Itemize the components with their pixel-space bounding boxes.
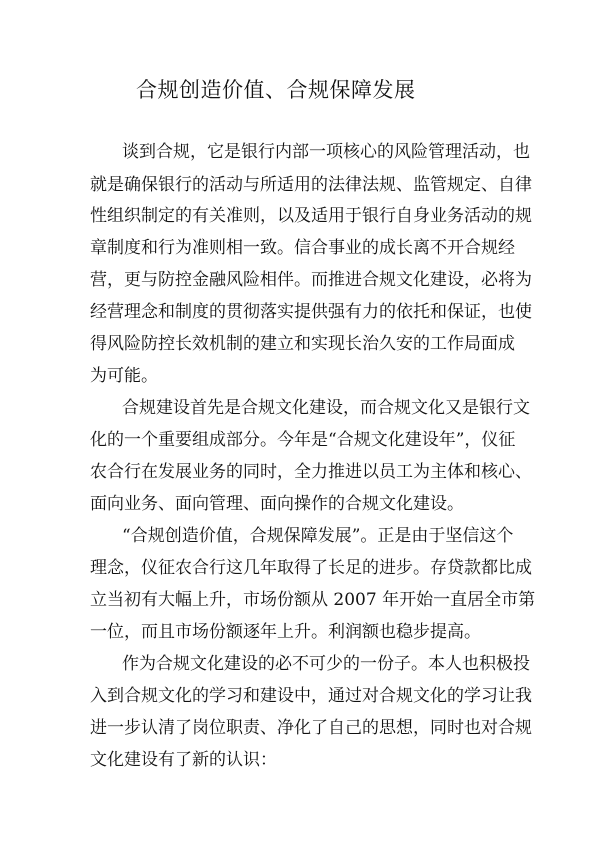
paragraph-4-line-4: 文化建设有了新的认识： [90, 750, 277, 770]
paragraph-1-line-2: 就是确保银行的活动与所适用的法律法规、监管规定、自律 [90, 175, 532, 195]
paragraph-1-line-6: 经营理念和制度的贯彻落实提供强有力的依托和保证，也使 [90, 302, 532, 322]
paragraph-1-line-3: 性组织制定的有关准则，以及适用于银行自身业务活动的规 [90, 206, 532, 226]
paragraph-3-line-4: 一位，而且市场份额逐年上升。利润额也稳步提高。 [90, 622, 481, 642]
document-title: 合规创造价值、合规保障发展 [136, 78, 416, 102]
paragraph-2-line-2: 化的一个重要组成部分。今年是“合规文化建设年”，仪征 [90, 430, 516, 450]
paragraph-2-line-3: 农合行在发展业务的同时，全力推进以员工为主体和核心、 [90, 462, 532, 482]
paragraph-1-line-7: 得风险防控长效机制的建立和实现长治久安的工作局面成 [90, 334, 515, 354]
paragraph-1-line-1: 谈到合规，它是银行内部一项核心的风险管理活动，也 [122, 142, 530, 162]
paragraph-1-line-8: 为可能。 [90, 366, 158, 386]
paragraph-2-line-4: 面向业务、面向管理、面向操作的合规文化建设。 [90, 494, 464, 514]
paragraph-3-line-1: “合规创造价值，合规保障发展”。正是由于坚信这个 [122, 526, 514, 546]
paragraph-1-line-4: 章制度和行为准则相一致。信合事业的成长离不开合规经 [90, 238, 515, 258]
paragraph-4-line-2: 入到合规文化的学习和建设中，通过对合规文化的学习让我 [90, 686, 532, 706]
paragraph-2-line-1: 合规建设首先是合规文化建设，而合规文化又是银行文 [122, 398, 530, 418]
paragraph-3-line-3: 立当初有大幅上升，市场份额从 2007 年开始一直居全市第 [90, 590, 536, 610]
paragraph-1-line-5: 营，更与防控金融风险相伴。而推进合规文化建设，必将为 [90, 270, 532, 290]
paragraph-4-line-1: 作为合规文化建设的必不可少的一份子。本人也积极投 [122, 654, 530, 674]
paragraph-3-line-2: 理念，仪征农合行这几年取得了长足的进步。存贷款都比成 [90, 558, 532, 578]
paragraph-4-line-3: 进一步认清了岗位职责、净化了自己的思想，同时也对合规 [90, 718, 532, 738]
